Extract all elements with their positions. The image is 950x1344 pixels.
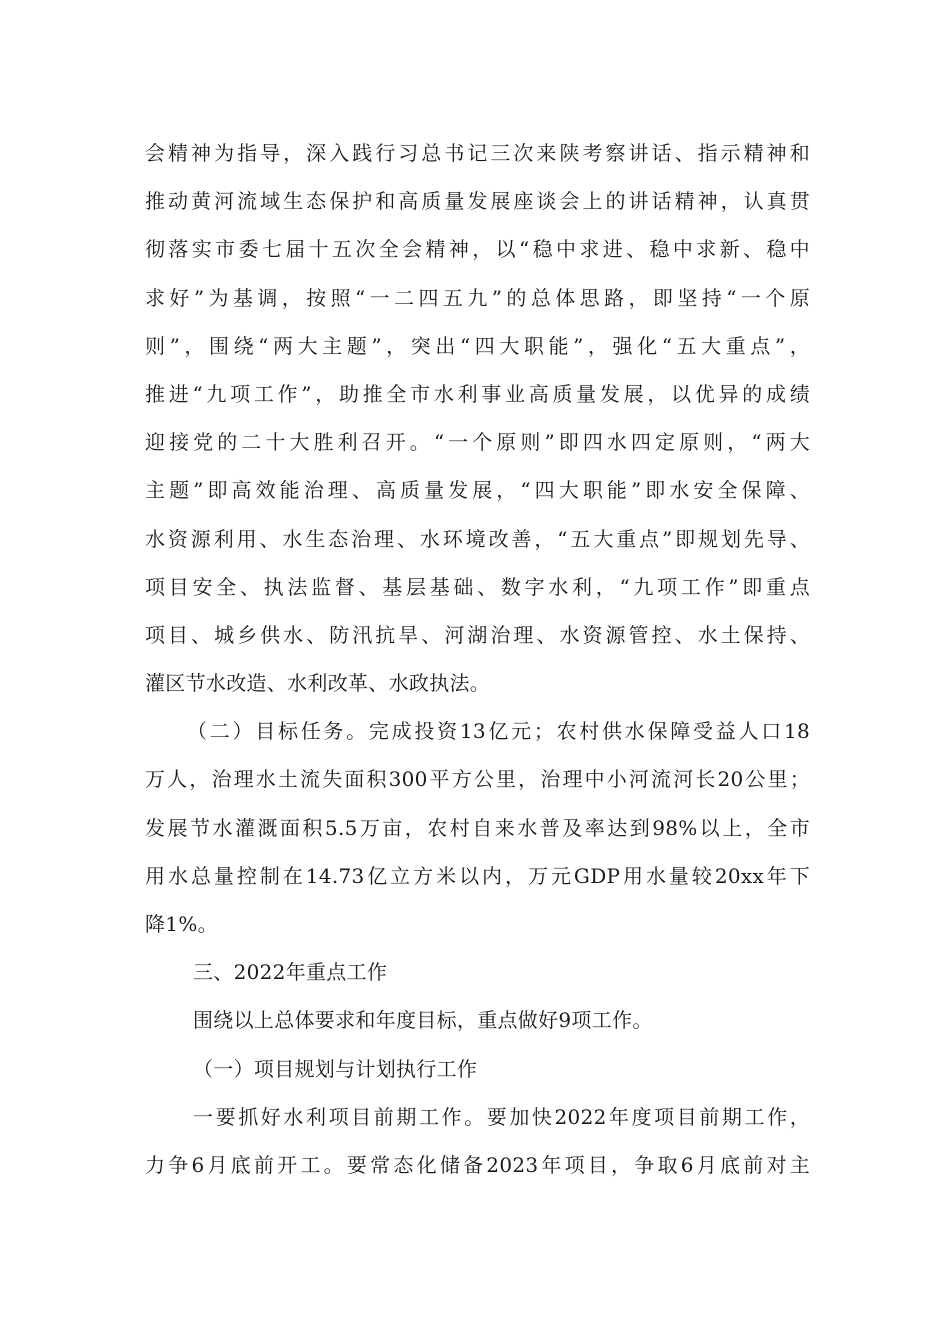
text-line: 围绕以上总体要求和年度目标，重点做好9项工作。 [193, 1008, 653, 1033]
text-line: 灌区节水改造、水利改革、水政执法。 [145, 671, 491, 696]
text-line: 推进“九项工作”，助推全市水利事业高质量发展，以优异的成绩 [145, 381, 810, 406]
text-line: 力争6月底前开工。要常态化储备2023年项目，争取6月底前对主 [145, 1152, 810, 1177]
text-line: 万人，治理水土流失面积300平方公里，治理中小河流河长20公里； [145, 767, 810, 792]
text-line: 水资源利用、水生态治理、水环境改善，“五大重点”即规划先导、 [145, 526, 810, 551]
text-line: 项目、城乡供水、防汛抗旱、河湖治理、水资源管控、水土保持、 [145, 622, 810, 647]
text-line: 求好”为基调，按照“一二四五九”的总体思路，即坚持“一个原 [145, 285, 810, 310]
text-line: 发展节水灌溉面积5.5万亩，农村自来水普及率达到98%以上，全市 [145, 815, 810, 840]
text-line: 降1%。 [145, 912, 218, 936]
text-line: 项目安全、执法监督、基层基础、数字水利，“九项工作”即重点 [145, 574, 810, 599]
section-heading-targets: （二）目标任务。完成投资13亿元；农村供水保障受益人口18 [187, 719, 810, 744]
text-line: 彻落实市委七届十五次全会精神，以“稳中求进、稳中求新、稳中 [145, 237, 810, 262]
section-heading-key-work: 三、2022年重点工作 [193, 960, 388, 985]
text-line: 用水总量控制在14.73亿立方米以内，万元GDP用水量较20xx年下 [145, 863, 810, 888]
text-line: 主题”即高效能治理、高质量发展，“四大职能”即水安全保障、 [145, 478, 810, 503]
text-line: 迎接党的二十大胜利召开。“一个原则”即四水四定原则，“两大 [145, 430, 810, 455]
subsection-heading-planning: （一）项目规划与计划执行工作 [193, 1056, 478, 1081]
text-line: 一要抓好水利项目前期工作。要加快2022年度项目前期工作， [193, 1104, 810, 1129]
text-line: 推动黄河流域生态保护和高质量发展座谈会上的讲话精神，认真贯 [145, 189, 810, 214]
text-line: 则”，围绕“两大主题”，突出“四大职能”，强化“五大重点”， [145, 333, 810, 358]
text-line: 会精神为指导，深入践行习总书记三次来陕考察讲话、指示精神和 [145, 141, 810, 165]
document-body [145, 129, 810, 1189]
